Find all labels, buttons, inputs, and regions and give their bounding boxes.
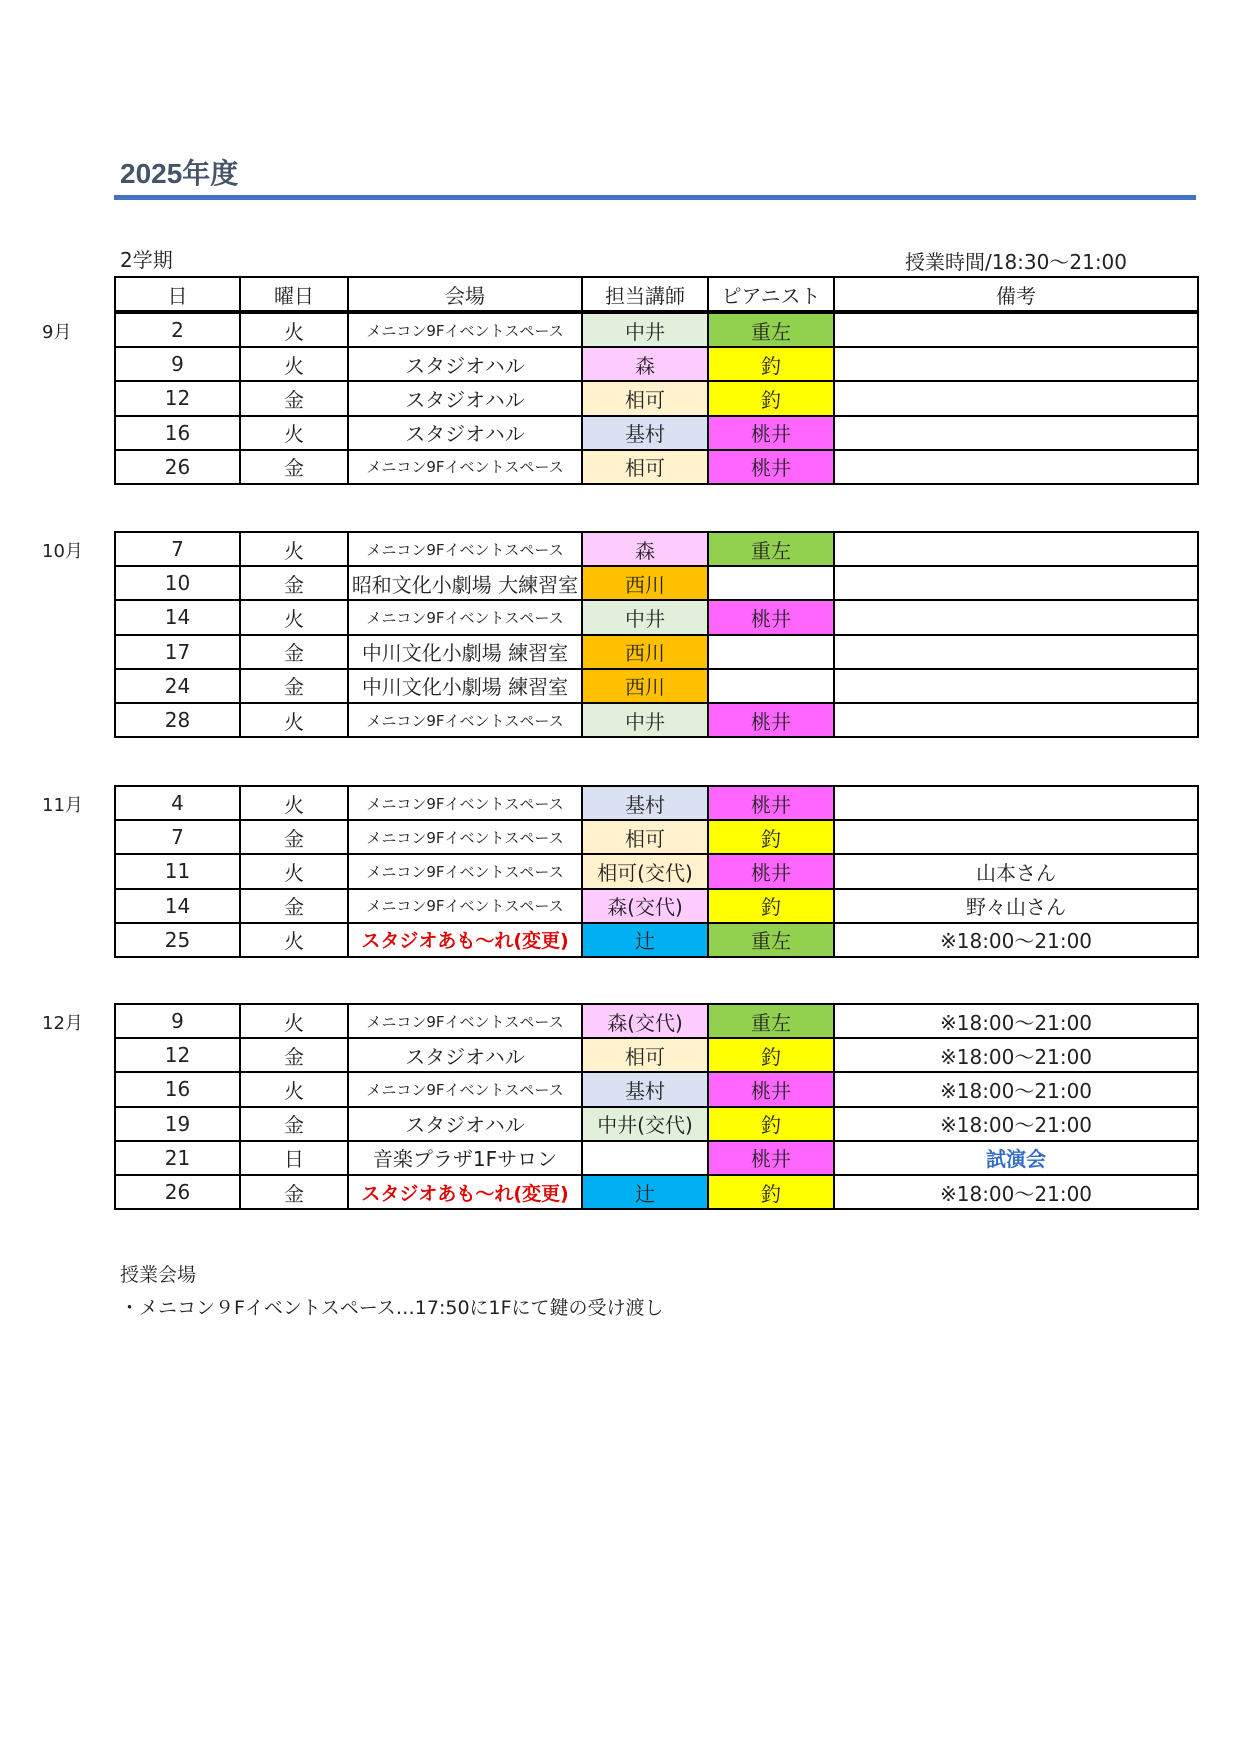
pianist-cell: 釣 [708, 1175, 834, 1209]
note-cell: 野々山さん [834, 889, 1198, 923]
day-cell: 16 [115, 416, 240, 450]
note-cell [834, 600, 1198, 634]
pianist-cell: 釣 [708, 889, 834, 923]
table-row [115, 1038, 1198, 1072]
weekday-cell: 火 [240, 313, 348, 347]
table-row [115, 1141, 1198, 1175]
teacher-cell: 西川 [582, 669, 708, 703]
weekday-cell: 火 [240, 703, 348, 737]
column-header: 会場 [348, 277, 582, 311]
pianist-cell: 釣 [708, 347, 834, 381]
venue-cell: メニコン9Fイベントスペース [348, 889, 582, 923]
note-cell: ※18:00～21:00 [834, 1175, 1198, 1209]
weekday-cell: 金 [240, 450, 348, 484]
note-cell [834, 786, 1198, 820]
column-header: 日 [115, 277, 240, 311]
weekday-cell: 火 [240, 923, 348, 957]
venue-cell: メニコン9Fイベントスペース [348, 854, 582, 888]
pianist-cell: 桃井 [708, 1141, 834, 1175]
weekday-cell: 金 [240, 566, 348, 600]
teacher-cell: 中井 [582, 600, 708, 634]
venue-cell: メニコン9Fイベントスペース [348, 450, 582, 484]
day-cell: 21 [115, 1141, 240, 1175]
note-cell [834, 450, 1198, 484]
day-cell: 12 [115, 381, 240, 415]
table-row [115, 600, 1198, 634]
day-cell: 28 [115, 703, 240, 737]
weekday-cell: 火 [240, 347, 348, 381]
teacher-cell: 相可 [582, 381, 708, 415]
teacher-cell: 辻 [582, 923, 708, 957]
table-row [115, 786, 1198, 820]
table-row [115, 820, 1198, 854]
weekday-cell: 金 [240, 1038, 348, 1072]
weekday-cell: 金 [240, 889, 348, 923]
table-row [115, 889, 1198, 923]
pianist-cell: 釣 [708, 1107, 834, 1141]
teacher-cell: 森 [582, 532, 708, 566]
table-row [115, 381, 1198, 415]
day-cell: 10 [115, 566, 240, 600]
table-row [115, 313, 1198, 347]
table-row [115, 854, 1198, 888]
day-cell: 14 [115, 600, 240, 634]
table-row [115, 1175, 1198, 1209]
weekday-cell: 金 [240, 635, 348, 669]
table-row [115, 416, 1198, 450]
month-table [114, 785, 1199, 958]
day-cell: 16 [115, 1072, 240, 1106]
day-cell: 9 [115, 347, 240, 381]
page-title: 2025年度 [120, 158, 239, 189]
venue-cell: 中川文化小劇場 練習室 [348, 635, 582, 669]
weekday-cell: 金 [240, 1107, 348, 1141]
column-header: ピアニスト [708, 277, 834, 311]
pianist-cell: 桃井 [708, 703, 834, 737]
pianist-cell: 重左 [708, 923, 834, 957]
teacher-cell: 中井 [582, 703, 708, 737]
note-cell: ※18:00～21:00 [834, 1107, 1198, 1141]
teacher-cell: 森(交代) [582, 1004, 708, 1038]
schedule-header [114, 276, 1199, 312]
column-header: 担当講師 [582, 277, 708, 311]
pianist-cell [708, 566, 834, 600]
weekday-cell: 火 [240, 854, 348, 888]
weekday-cell: 火 [240, 1072, 348, 1106]
venue-cell: スタジオハル [348, 347, 582, 381]
day-cell: 7 [115, 532, 240, 566]
month-table [114, 531, 1199, 738]
day-cell: 25 [115, 923, 240, 957]
venue-cell: メニコン9Fイベントスペース [348, 1004, 582, 1038]
weekday-cell: 金 [240, 820, 348, 854]
venue-cell: メニコン9Fイベントスペース [348, 313, 582, 347]
teacher-cell: 相可 [582, 450, 708, 484]
table-row [115, 1004, 1198, 1038]
table-row [115, 923, 1198, 957]
teacher-cell: 中井(交代) [582, 1107, 708, 1141]
weekday-cell: 火 [240, 1004, 348, 1038]
pianist-cell: 桃井 [708, 786, 834, 820]
venue-cell: スタジオハル [348, 1107, 582, 1141]
teacher-cell: 基村 [582, 786, 708, 820]
weekday-cell: 火 [240, 416, 348, 450]
pianist-cell: 桃井 [708, 1072, 834, 1106]
venue-cell: スタジオあも～れ(変更) [348, 923, 582, 957]
venue-cell: 音楽プラザ1Fサロン [348, 1141, 582, 1175]
pianist-cell [708, 635, 834, 669]
teacher-cell: 相可 [582, 1038, 708, 1072]
venue-cell: 中川文化小劇場 練習室 [348, 669, 582, 703]
note-cell [834, 313, 1198, 347]
pianist-cell [708, 669, 834, 703]
day-cell: 19 [115, 1107, 240, 1141]
note-cell: 試演会 [834, 1141, 1198, 1175]
pianist-cell: 重左 [708, 532, 834, 566]
day-cell: 14 [115, 889, 240, 923]
venue-cell: メニコン9Fイベントスペース [348, 600, 582, 634]
term-label: 2学期 [120, 248, 173, 272]
day-cell: 11 [115, 854, 240, 888]
note-cell: ※18:00～21:00 [834, 1072, 1198, 1106]
table-row [115, 635, 1198, 669]
teacher-cell: 基村 [582, 416, 708, 450]
venue-cell: スタジオハル [348, 416, 582, 450]
teacher-cell: 森 [582, 347, 708, 381]
table-row [115, 532, 1198, 566]
day-cell: 12 [115, 1038, 240, 1072]
note-cell [834, 820, 1198, 854]
table-row [115, 1072, 1198, 1106]
pianist-cell: 釣 [708, 381, 834, 415]
note-cell [834, 532, 1198, 566]
note-cell [834, 635, 1198, 669]
teacher-cell: 基村 [582, 1072, 708, 1106]
weekday-cell: 金 [240, 669, 348, 703]
venue-cell: スタジオハル [348, 1038, 582, 1072]
weekday-cell: 火 [240, 600, 348, 634]
table-row [115, 1107, 1198, 1141]
column-header: 曜日 [240, 277, 348, 311]
pianist-cell: 桃井 [708, 600, 834, 634]
pianist-cell: 釣 [708, 1038, 834, 1072]
venue-cell: メニコン9Fイベントスペース [348, 1072, 582, 1106]
teacher-cell: 相可(交代) [582, 854, 708, 888]
day-cell: 2 [115, 313, 240, 347]
weekday-cell: 金 [240, 1175, 348, 1209]
pianist-cell: 桃井 [708, 450, 834, 484]
venue-cell: メニコン9Fイベントスペース [348, 786, 582, 820]
pianist-cell: 重左 [708, 1004, 834, 1038]
class-hours: 授業時間/18:30～21:00 [905, 250, 1128, 274]
teacher-cell [582, 1141, 708, 1175]
month-label: 10月 [42, 541, 83, 562]
teacher-cell: 西川 [582, 635, 708, 669]
venue-cell: 昭和文化小劇場 大練習室 [348, 566, 582, 600]
table-row [115, 703, 1198, 737]
venue-cell: メニコン9Fイベントスペース [348, 532, 582, 566]
note-cell [834, 669, 1198, 703]
pianist-cell: 桃井 [708, 416, 834, 450]
month-label: 11月 [42, 795, 83, 816]
table-row [115, 450, 1198, 484]
note-cell: ※18:00～21:00 [834, 1004, 1198, 1038]
pianist-cell: 釣 [708, 820, 834, 854]
day-cell: 26 [115, 450, 240, 484]
weekday-cell: 火 [240, 532, 348, 566]
column-header: 備考 [834, 277, 1198, 311]
teacher-cell: 森(交代) [582, 889, 708, 923]
month-table [114, 1003, 1199, 1210]
pianist-cell: 桃井 [708, 854, 834, 888]
footer-title: 授業会場 [120, 1264, 197, 1286]
note-cell [834, 416, 1198, 450]
title-underline [114, 195, 1196, 200]
venue-cell: メニコン9Fイベントスペース [348, 703, 582, 737]
footer-venue-note: ・メニコン９Fイベントスペース…17:50に1Fにて鍵の受け渡し [120, 1297, 664, 1319]
table-row [115, 347, 1198, 381]
teacher-cell: 相可 [582, 820, 708, 854]
day-cell: 17 [115, 635, 240, 669]
teacher-cell: 西川 [582, 566, 708, 600]
note-cell: 山本さん [834, 854, 1198, 888]
weekday-cell: 日 [240, 1141, 348, 1175]
note-cell [834, 381, 1198, 415]
teacher-cell: 辻 [582, 1175, 708, 1209]
day-cell: 4 [115, 786, 240, 820]
pianist-cell: 重左 [708, 313, 834, 347]
venue-cell: スタジオハル [348, 381, 582, 415]
month-label: 9月 [42, 322, 72, 343]
weekday-cell: 金 [240, 381, 348, 415]
note-cell: ※18:00～21:00 [834, 1038, 1198, 1072]
note-cell: ※18:00～21:00 [834, 923, 1198, 957]
table-row [115, 566, 1198, 600]
table-row [115, 669, 1198, 703]
venue-cell: スタジオあも～れ(変更) [348, 1175, 582, 1209]
day-cell: 9 [115, 1004, 240, 1038]
day-cell: 7 [115, 820, 240, 854]
day-cell: 24 [115, 669, 240, 703]
note-cell [834, 347, 1198, 381]
day-cell: 26 [115, 1175, 240, 1209]
teacher-cell: 中井 [582, 313, 708, 347]
month-label: 12月 [42, 1013, 83, 1034]
weekday-cell: 火 [240, 786, 348, 820]
note-cell [834, 566, 1198, 600]
note-cell [834, 703, 1198, 737]
venue-cell: メニコン9Fイベントスペース [348, 820, 582, 854]
month-table [114, 312, 1199, 485]
